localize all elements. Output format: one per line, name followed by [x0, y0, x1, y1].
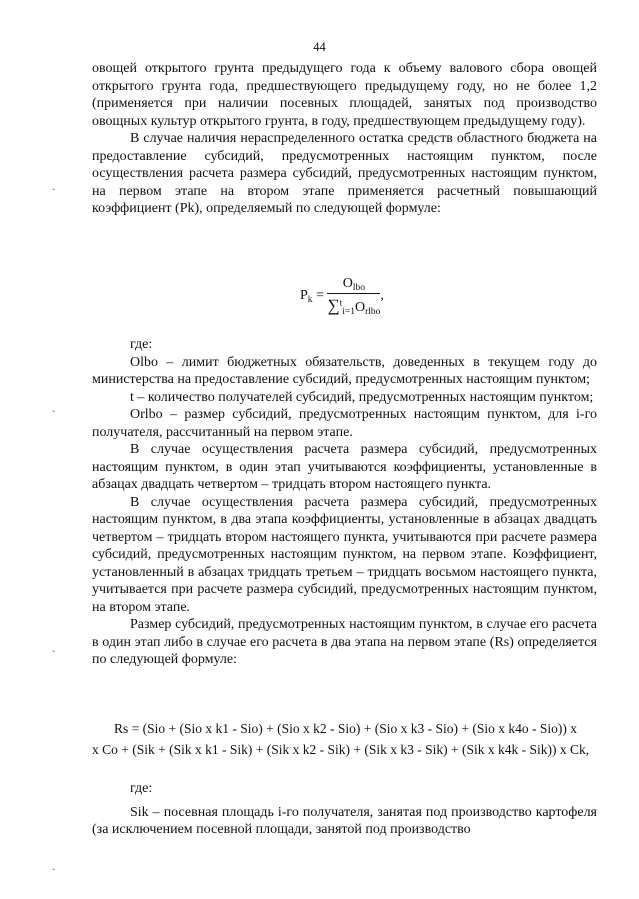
definitions-block: [92, 336, 597, 669]
margin-mark: ˇ: [52, 410, 56, 421]
paragraph-3: В случае осуществления расчета размера субсидий, предусмотренных настоящим пунктом, в один этап учитываются коэффициенты, установленные в абзацах двадцать четвертом – тридцать втором настоящего пункта.: [92, 442, 597, 492]
formula-rs: [92, 718, 597, 760]
definition-t: t – количество получателей субсидий, предусмотренных настоящим пунктом;: [130, 389, 594, 405]
paragraph-4: В случае осуществления расчета размера субсидий, предусмотренных настоящим пунктом, в два этапа коэффициенты, установленные в абзацах двадцать четвертом – тридцать втором настоящего пункта, учитываются при расчете размера субсидий, предусмотренных настоящим пунктом, на первом этапе. Коэффициент, установленный в абзацах тридцать третьем – тридцать восьмом настоящего пункта, учитывается при расчете размера субсидий, предусмотренных настоящим пунктом, на втором этапе.: [92, 494, 597, 615]
body-text: [92, 60, 597, 218]
paragraph-5: Размер субсидий, предусмотренных настоящим пунктом, в случае его расчета в один этап либо в случае его расчета в два этапа на первом этапе (Rs) определяется по следующей формуле:: [92, 617, 597, 667]
formula-pk-denominator: $\sum^t_{i=1}O_{rlbo}$: [327, 296, 381, 317]
formula-rs-line-1: Rs = (Sio + (Sio x k1 - Sio) + (Sio x k2 - Sio) + (Sio x k3 - Sio) + (Sio x k4o - Sio)) x: [114, 721, 577, 736]
where-label-2: где:: [130, 781, 153, 796]
formula-rs-line-2: x Co + (Sik + (Sik x k1 - Sik) + (Sik x k2 - Sik) + (Sik x k3 - Sik) + (Sik x k4k - Sik)) x Ck,: [92, 742, 590, 757]
paragraph-1: овощей открытого грунта предыдущего года к объему валового сбора овощей открытого грунта года, предшествующего предыдущему году, но не более 1,2 (применяется при наличии посевных площадей, занятых под производство овощных культур открытого грунта, в году, предшествующем предыдущему году).: [92, 61, 597, 129]
page-number: 44: [313, 40, 326, 54]
definition-olbo: Olbo – лимит бюджетных обязательств, доведенных в текущем году до министерства на предоставление субсидий, предусмотренных настоящим пунктом;: [92, 354, 597, 387]
margin-mark: ˇ: [52, 868, 56, 879]
margin-mark: ˇ: [52, 188, 56, 199]
where-label-1: где:: [130, 337, 153, 352]
definition-sik: Sik – посевная площадь i-го получателя, занятая под производство картофеля (за исключением посевной площади, занятой под производство: [92, 804, 597, 837]
definition-orlbo: Orlbo – размер субсидий, предусмотренных настоящим пунктом, для i-го получателя, рассчитанный на первом этапе.: [92, 407, 597, 440]
margin-mark: ˇ: [52, 650, 56, 661]
formula-pk-numerator: $O_{lbo}$: [327, 276, 380, 294]
definitions-block-2: [92, 780, 597, 839]
formula-pk-fraction: [327, 276, 380, 316]
paragraph-2: В случае наличия нераспределенного остатка средств областного бюджета на предоставление субсидий, предусмотренных настоящим пунктом, после осуществления расчета размера субсидий, предусмотренных настоящим пунктом, на первом этапе на втором этапе применяется расчетный повышающий коэффициент (Pk), определяемый по следующей формуле:: [92, 131, 597, 216]
formula-pk: $P_k$ = $\frac{O_{lbo}}{\sum^t_{i=1}O_{rlbo}}$ ,: [300, 276, 384, 317]
formula-pk-lhs: $P_k$: [300, 288, 313, 306]
